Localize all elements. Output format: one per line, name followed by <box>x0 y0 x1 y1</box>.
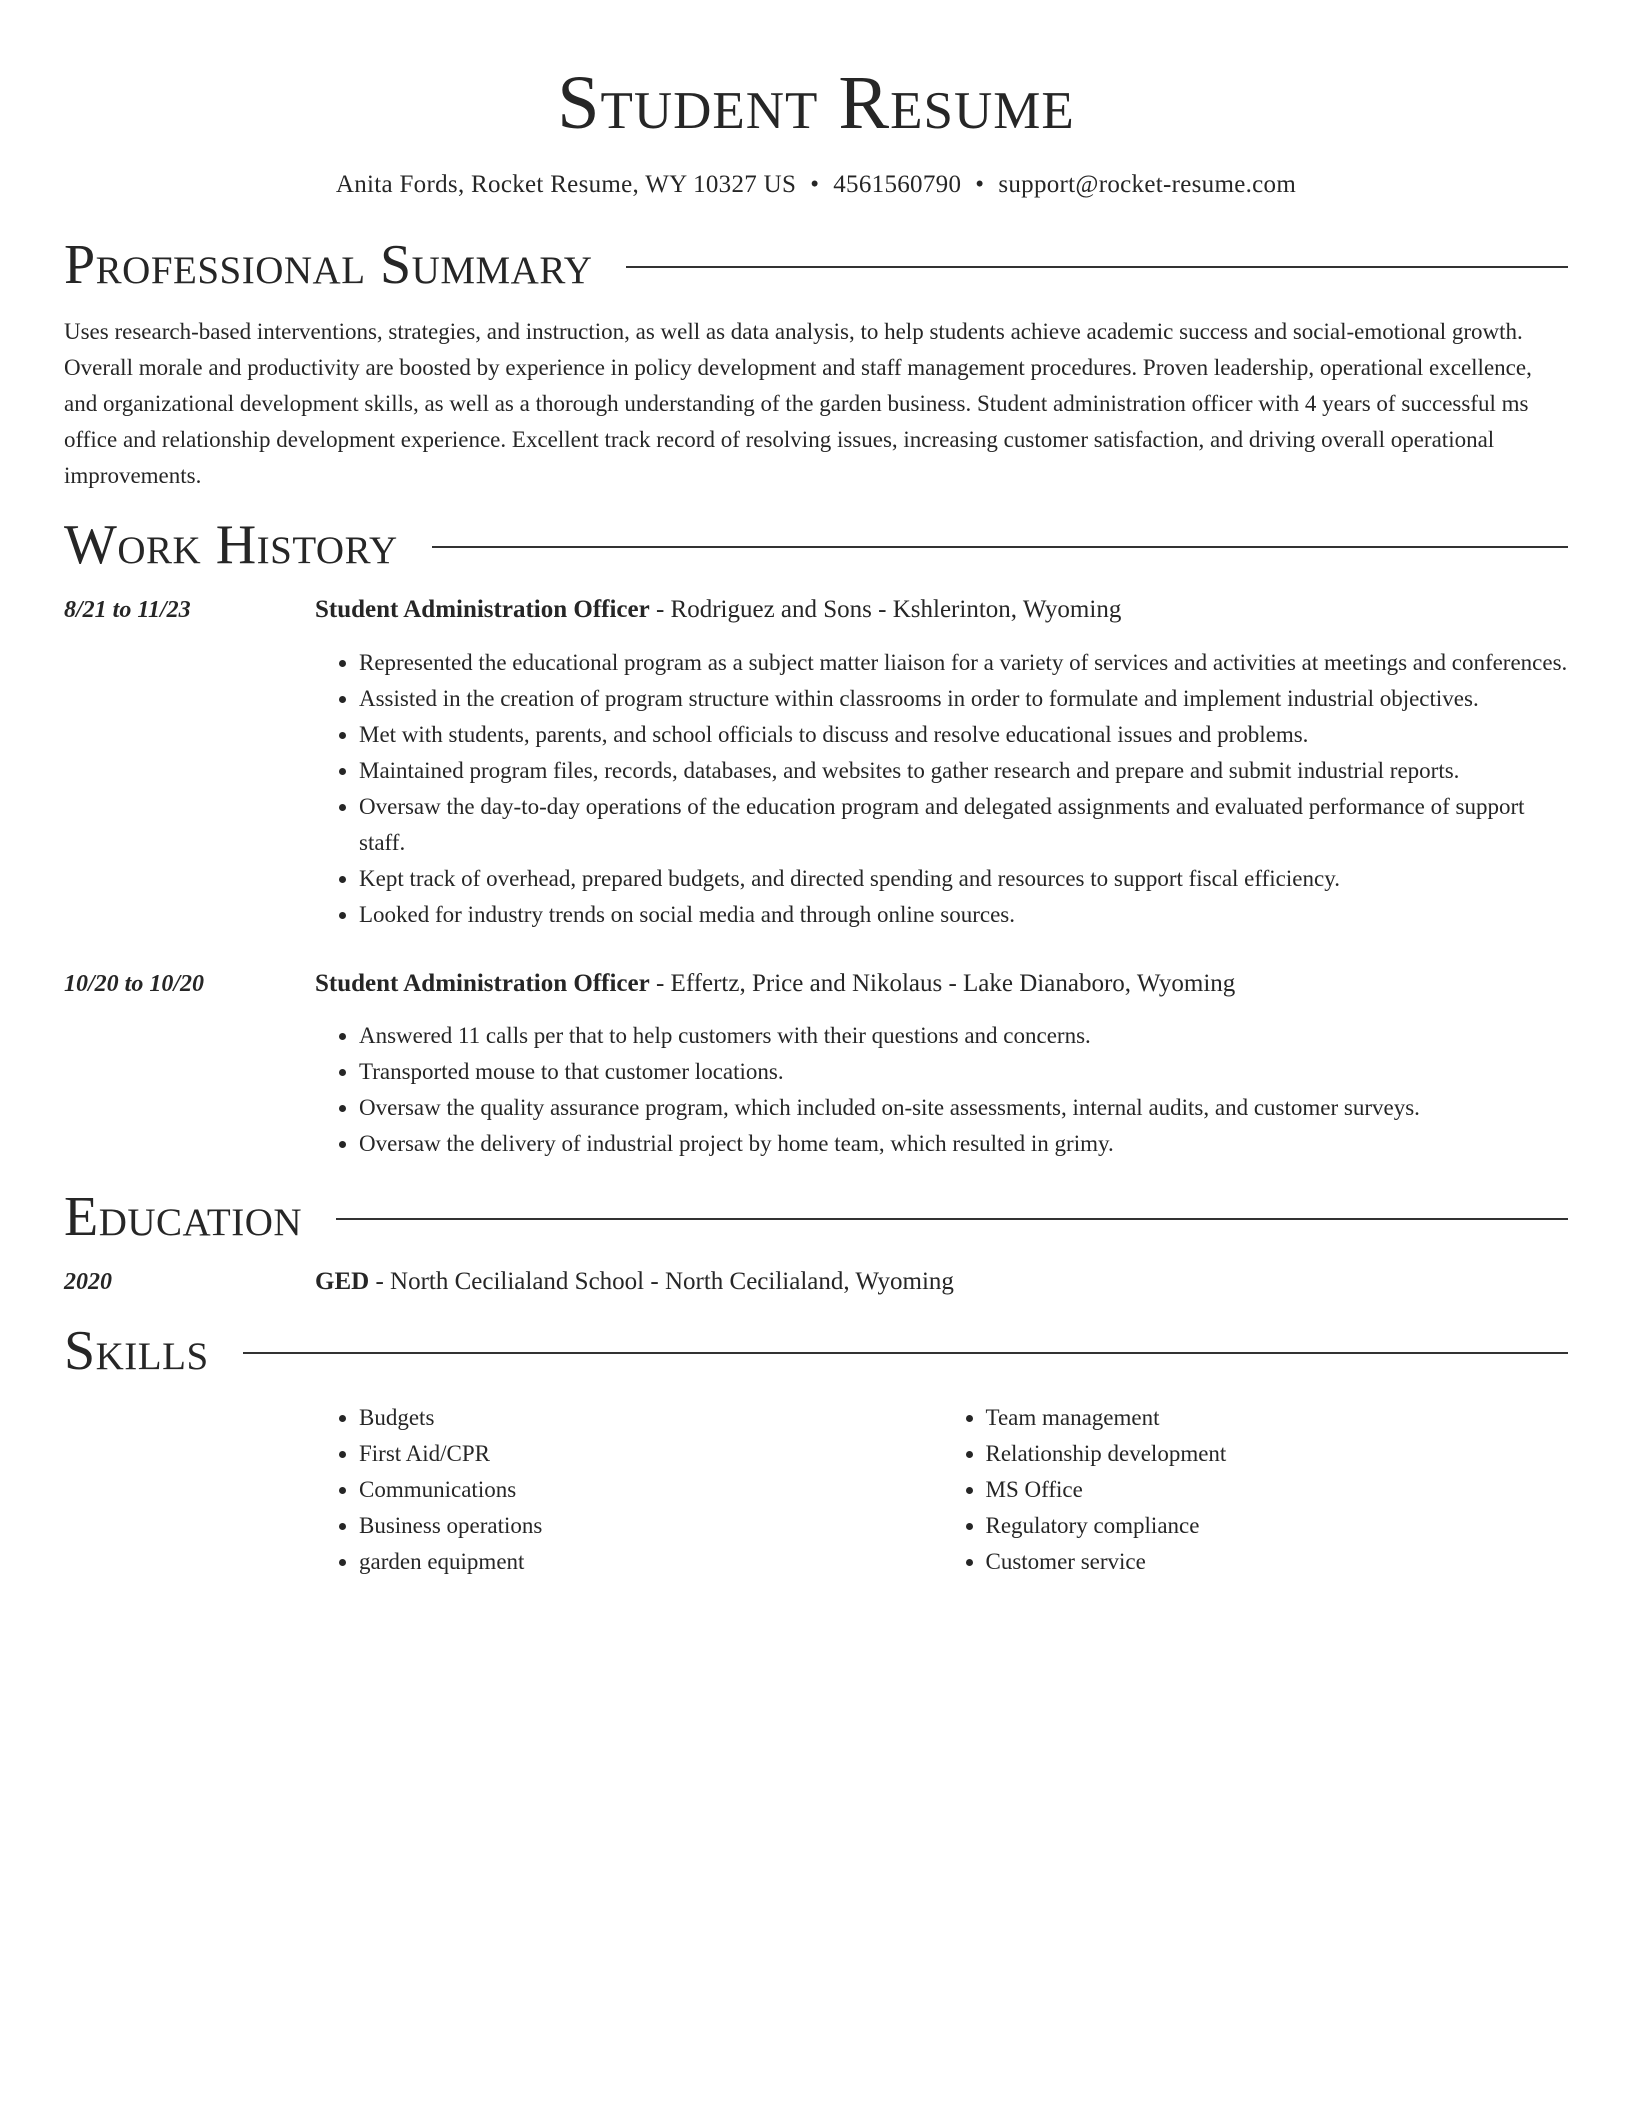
skill-item: • Business operations <box>359 1508 942 1544</box>
job-body <box>315 966 1568 1162</box>
skills-columns <box>315 1400 1568 1580</box>
summary-text: Uses research-based interventions, strategies, and instruction, as well as data analysis, to help students achieve academic success and social-emotional growth. Overall morale and productivity are boosted by experience in policy development and staff management procedures. Proven leadership, operational excellence, and organizational development skills, as well as a thorough understanding of the garden business. Student administration officer with 4 years of successful ms office and relationship development experience. Excellent track record of resolving issues, increasing customer satisfaction, and driving overall operational improvements. <box>64 319 1532 488</box>
skill-item: • Regulatory compliance <box>986 1508 1569 1544</box>
list-item: • Assisted in the creation of program structure within classrooms in order to formulate and implement industrial objectives. <box>359 681 1568 717</box>
resume-title: Student Resume <box>557 61 1075 145</box>
summary-section-header <box>64 232 1568 298</box>
education-year: 2020 <box>64 1269 112 1295</box>
list-item: • Represented the educational program as a subject matter liaison for a variety of services and activities at meetings and conferences. <box>359 645 1568 681</box>
skills-list-left <box>315 1400 942 1580</box>
contact-email[interactable]: support@rocket-resume.com <box>998 171 1297 198</box>
section-divider <box>336 1218 1568 1220</box>
skills-section-header <box>64 1318 1568 1384</box>
education-section-header <box>64 1184 1568 1250</box>
list-item: • Transported mouse to that customer locations. <box>359 1054 1568 1090</box>
list-item: • Kept track of overhead, prepared budgets, and directed spending and resources to support fiscal efficiency. <box>359 861 1568 897</box>
education-degree: GED <box>315 1268 370 1295</box>
work-section-header <box>64 512 1568 578</box>
job-entry <box>64 966 1568 1162</box>
skill-item: • Relationship development <box>986 1436 1569 1472</box>
skills-heading: Skills <box>64 1320 209 1382</box>
education-school: - North Cecilialand School - North Cecilialand, Wyoming <box>369 1268 954 1295</box>
job-headline <box>315 592 1568 628</box>
job-dates: 10/20 to 10/20 <box>64 971 205 997</box>
skill-item: • MS Office <box>986 1472 1569 1508</box>
job-bullet-list <box>315 1018 1568 1162</box>
job-dates: 8/21 to 11/23 <box>64 597 191 623</box>
section-divider <box>243 1352 1568 1354</box>
job-company: - Rodriguez and Sons - Kshlerinton, Wyoming <box>649 596 1122 623</box>
skills-list-right <box>942 1400 1569 1580</box>
skill-item: • Customer service <box>986 1544 1569 1580</box>
list-item: • Oversaw the delivery of industrial project by home team, which resulted in grimy. <box>359 1126 1568 1162</box>
education-entry <box>64 1264 1568 1300</box>
skill-item: • garden equipment <box>359 1544 942 1580</box>
skill-item: • Team management <box>986 1400 1569 1436</box>
section-divider <box>626 266 1568 268</box>
section-divider <box>432 546 1568 548</box>
job-bullet-list <box>315 645 1568 933</box>
list-item: • Looked for industry trends on social media and through online sources. <box>359 897 1568 933</box>
skill-item: • Communications <box>359 1472 942 1508</box>
skill-item: • First Aid/CPR <box>359 1436 942 1472</box>
education-body <box>315 1264 1568 1300</box>
skill-item: • Budgets <box>359 1400 942 1436</box>
resume-page <box>64 0 1568 1580</box>
contact-separator: • <box>975 171 985 198</box>
job-title: Student Administration Officer <box>315 596 650 623</box>
job-body <box>315 592 1568 933</box>
list-item: • Oversaw the quality assurance program, which included on-site assessments, internal audits, and customer surveys. <box>359 1090 1568 1126</box>
list-item: • Met with students, parents, and school officials to discuss and resolve educational issues and problems. <box>359 717 1568 753</box>
job-company: - Effertz, Price and Nikolaus - Lake Dianaboro, Wyoming <box>649 970 1236 997</box>
job-title: Student Administration Officer <box>315 970 650 997</box>
job-headline <box>315 966 1568 1002</box>
contact-phone: 4561560790 <box>833 171 962 198</box>
education-headline <box>315 1264 1568 1300</box>
contact-separator: • <box>810 171 820 198</box>
education-heading: Education <box>64 1186 303 1248</box>
contact-address: Anita Fords, Rocket Resume, WY 10327 US <box>335 171 797 198</box>
job-entry <box>64 592 1568 933</box>
list-item: • Oversaw the day-to-day operations of the education program and delegated assignments and evaluated performance of support staff. <box>359 789 1568 861</box>
list-item: • Answered 11 calls per that to help customers with their questions and concerns. <box>359 1018 1568 1054</box>
contact-line <box>64 168 1568 202</box>
list-item: • Maintained program files, records, databases, and websites to gather research and prepare and submit industrial reports. <box>359 753 1568 789</box>
work-heading: Work History <box>64 514 398 576</box>
summary-heading: Professional Summary <box>64 234 593 296</box>
